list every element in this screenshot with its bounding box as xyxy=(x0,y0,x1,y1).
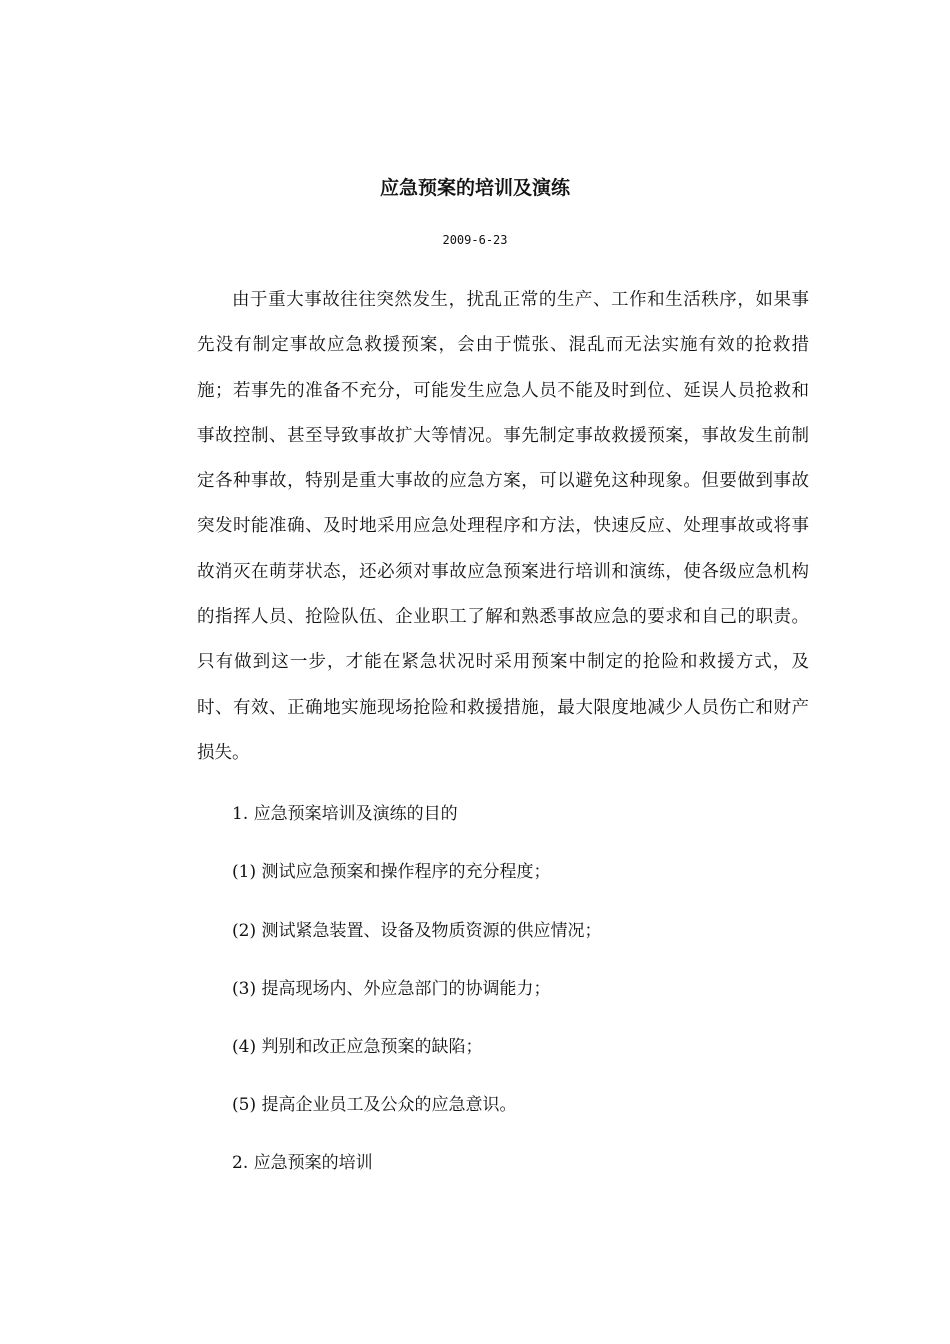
document-title: 应急预案的培训及演练 xyxy=(379,177,570,199)
section-1-heading: 1. 应急预案培训及演练的目的 xyxy=(232,804,458,824)
document-date: 2009-6-23 xyxy=(442,233,508,247)
purpose-item-1: (1) 测试应急预案和操作程序的充分程度； xyxy=(232,862,551,882)
purpose-item-3: (3) 提高现场内、外应急部门的协调能力； xyxy=(232,979,551,999)
purpose-item-4: (4) 判别和改正应急预案的缺陷； xyxy=(232,1037,483,1057)
purpose-item-2: (2) 测试紧急装置、设备及物质资源的供应情况； xyxy=(232,921,602,941)
intro-paragraph: 由于重大事故往往突然发生，扰乱正常的生产、工作和生活秩序，如果事先没有制定事故应急救援预案，会由于慌张、混乱而无法实施有效的抢救措施；若事先的准备不充分，可能发生应急人员不能及时到位、延误人员抢救和事故控制、甚至导致事故扩大等情况。事先制定事故救援预案，事故发生前制定各种事故，特别是重大事故的应急方案，可以避免这种现象。但要做到事故突发时能准确、及时地采用应急处理程序和方法，快速反应、处理事故或将事故消灭在萌芽状态，还必须对事故应急预案进行培训和演练，使各级应急机构的指挥人员、抢险队伍、企业职工了解和熟悉事故应急的要求和自己的职责。只有做到这一步，才能在紧急状况时采用预案中制定的抢险和救援方式，及时、有效、正确地实施现场抢险和救援措施，最大限度地减少人员伤亡和财产损失。 xyxy=(197,290,809,763)
purpose-item-5: (5) 提高企业员工及公众的应急意识。 xyxy=(232,1095,517,1115)
section-2-heading: 2. 应急预案的培训 xyxy=(232,1153,373,1173)
